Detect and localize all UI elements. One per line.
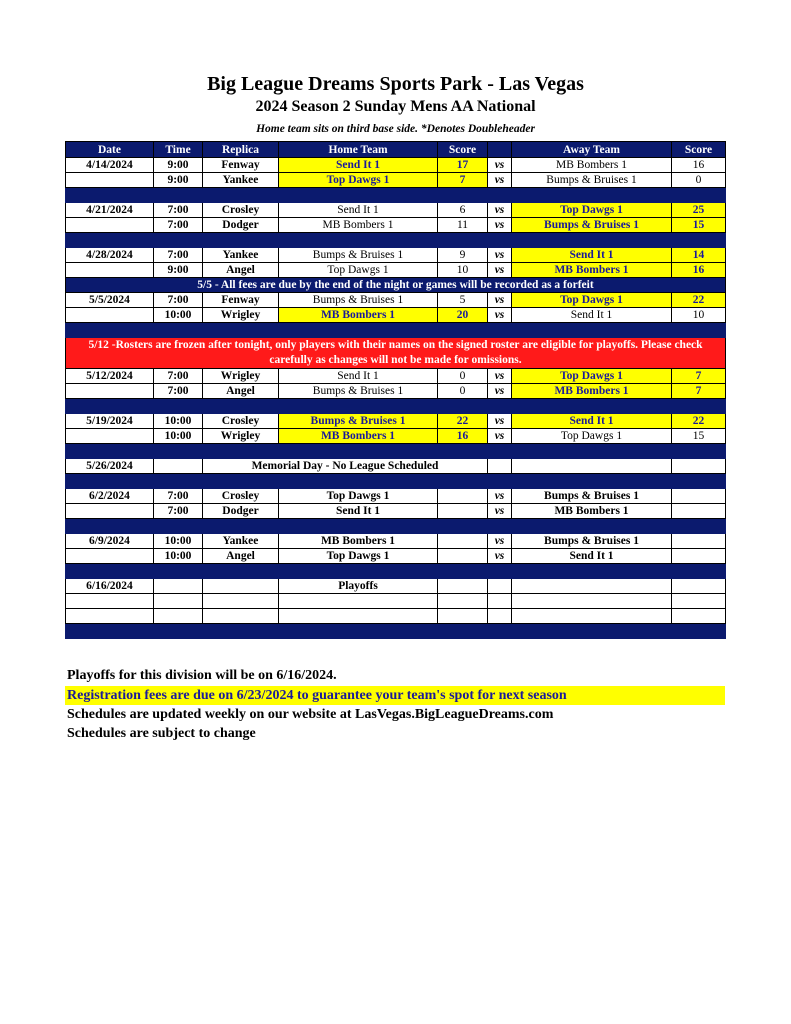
- replica-cell: Crosley: [203, 203, 279, 218]
- away-team-cell: Top Dawgs 1: [512, 203, 672, 218]
- date-cell: 6/2/2024: [66, 489, 154, 504]
- time-cell: [154, 459, 203, 474]
- away-team-cell: MB Bombers 1: [512, 504, 672, 519]
- home-score-cell: [438, 594, 488, 609]
- playoffs-note: Playoffs for this division will be on 6/16/2024.: [67, 668, 337, 683]
- website-note: Schedules are updated weekly on our website at LasVegas.BigLeagueDreams.com: [67, 707, 554, 722]
- home-team-cell: MB Bombers 1: [279, 308, 438, 323]
- away-team-cell: Bumps & Bruises 1: [512, 489, 672, 504]
- date-cell: [66, 173, 154, 188]
- away-team-cell: [512, 609, 672, 624]
- home-team-cell: MB Bombers 1: [279, 218, 438, 233]
- date-cell: 4/14/2024: [66, 158, 154, 173]
- vs-cell: vs: [488, 504, 512, 519]
- schedule-body: [66, 142, 726, 639]
- away-team-cell: Top Dawgs 1: [512, 293, 672, 308]
- fees-banner-text: 5/5 - All fees are due by the end of the night or games will be recorded as a forfeit: [66, 278, 726, 293]
- date-cell: [66, 609, 154, 624]
- away-score-cell: 16: [672, 158, 726, 173]
- date-cell: 6/16/2024: [66, 579, 154, 594]
- away-score-cell: 0: [672, 173, 726, 188]
- home-score-cell: [438, 534, 488, 549]
- home-score-cell: [438, 579, 488, 594]
- home-team-cell: MB Bombers 1: [279, 534, 438, 549]
- home-score-cell: 16: [438, 429, 488, 444]
- vs-cell: vs: [488, 534, 512, 549]
- away-team-cell: MB Bombers 1: [512, 158, 672, 173]
- separator-cell: [66, 474, 726, 489]
- away-score-cell: [672, 534, 726, 549]
- table-row: [66, 549, 726, 564]
- separator-row: [66, 444, 726, 459]
- away-team-cell: Top Dawgs 1: [512, 429, 672, 444]
- separator-row: [66, 624, 726, 639]
- home-team-cell: Send It 1: [279, 504, 438, 519]
- home-team-cell: MB Bombers 1: [279, 429, 438, 444]
- vs-cell: vs: [488, 369, 512, 384]
- time-cell: 10:00: [154, 549, 203, 564]
- time-cell: 7:00: [154, 293, 203, 308]
- away-score-cell: [672, 459, 726, 474]
- table-row: [66, 594, 726, 609]
- vs-cell: vs: [488, 308, 512, 323]
- page-title: Big League Dreams Sports Park - Las Vegas: [207, 73, 584, 95]
- separator-cell: [66, 624, 726, 639]
- separator-cell: [66, 233, 726, 248]
- home-team-cell: [279, 609, 438, 624]
- replica-cell: Angel: [203, 549, 279, 564]
- away-score-cell: 14: [672, 248, 726, 263]
- home-team-cell: Bumps & Bruises 1: [279, 248, 438, 263]
- time-cell: 10:00: [154, 414, 203, 429]
- table-row: [66, 369, 726, 384]
- replica-cell: Angel: [203, 263, 279, 278]
- replica-cell: Dodger: [203, 218, 279, 233]
- replica-cell: Angel: [203, 384, 279, 399]
- table-row: [66, 263, 726, 278]
- away-team-cell: [512, 594, 672, 609]
- table-row: [66, 384, 726, 399]
- date-cell: [66, 429, 154, 444]
- change-note: Schedules are subject to change: [67, 726, 256, 741]
- away-score-cell: [672, 609, 726, 624]
- table-row: [66, 489, 726, 504]
- home-score-cell: 9: [438, 248, 488, 263]
- table-row: [66, 579, 726, 594]
- replica-cell: Wrigley: [203, 308, 279, 323]
- vs-cell: vs: [488, 248, 512, 263]
- vs-cell: vs: [488, 158, 512, 173]
- replica-cell: Yankee: [203, 248, 279, 263]
- table-row: [66, 218, 726, 233]
- vs-cell: [488, 594, 512, 609]
- home-score-cell: 17: [438, 158, 488, 173]
- away-team-cell: MB Bombers 1: [512, 263, 672, 278]
- away-team-cell: Bumps & Bruises 1: [512, 218, 672, 233]
- date-cell: 5/12/2024: [66, 369, 154, 384]
- replica-cell: Fenway: [203, 158, 279, 173]
- away-team-cell: [512, 459, 672, 474]
- date-cell: [66, 549, 154, 564]
- date-cell: [66, 308, 154, 323]
- date-cell: [66, 504, 154, 519]
- table-row: [66, 459, 726, 474]
- away-score-cell: 15: [672, 429, 726, 444]
- replica-cell: Yankee: [203, 173, 279, 188]
- no-games-note: Memorial Day - No League Scheduled: [203, 459, 488, 474]
- away-team-cell: Top Dawgs 1: [512, 369, 672, 384]
- date-cell: 5/26/2024: [66, 459, 154, 474]
- home-score-cell: 22: [438, 414, 488, 429]
- vs-cell: vs: [488, 489, 512, 504]
- time-cell: 7:00: [154, 369, 203, 384]
- away-team-cell: Send It 1: [512, 248, 672, 263]
- table-row: [66, 158, 726, 173]
- separator-row: [66, 188, 726, 203]
- away-score-cell: [672, 504, 726, 519]
- home-score-cell: 7: [438, 173, 488, 188]
- away-team-cell: Send It 1: [512, 308, 672, 323]
- registration-note: Registration fees are due on 6/23/2024 to guarantee your team's spot for next season: [65, 686, 725, 705]
- home-team-cell: Top Dawgs 1: [279, 489, 438, 504]
- separator-cell: [66, 188, 726, 203]
- separator-row: [66, 564, 726, 579]
- away-score-cell: 7: [672, 369, 726, 384]
- replica-cell: Yankee: [203, 534, 279, 549]
- date-cell: 4/21/2024: [66, 203, 154, 218]
- away-score-cell: 15: [672, 218, 726, 233]
- date-cell: [66, 594, 154, 609]
- time-cell: [154, 609, 203, 624]
- away-team-cell: Bumps & Bruises 1: [512, 173, 672, 188]
- separator-cell: [66, 399, 726, 414]
- table-row: [66, 414, 726, 429]
- away-score-cell: [672, 549, 726, 564]
- replica-cell: Wrigley: [203, 429, 279, 444]
- roster-alert-text: 5/12 -Rosters are frozen after tonight, only players with their names on the signed roster are eligible for playoffs. Please check carefully as changes will not be made for omissions.: [66, 338, 726, 369]
- table-row: [66, 308, 726, 323]
- time-cell: 10:00: [154, 308, 203, 323]
- col-away-score-header: Score: [672, 142, 726, 158]
- vs-cell: vs: [488, 384, 512, 399]
- away-team-cell: [512, 579, 672, 594]
- time-cell: 7:00: [154, 384, 203, 399]
- home-team-cell: Top Dawgs 1: [279, 173, 438, 188]
- time-cell: [154, 594, 203, 609]
- separator-row: [66, 323, 726, 338]
- vs-cell: [488, 459, 512, 474]
- col-away-team-header: Away Team: [512, 142, 672, 158]
- replica-cell: Wrigley: [203, 369, 279, 384]
- header-row: [66, 142, 726, 158]
- table-row: [66, 609, 726, 624]
- date-cell: [66, 218, 154, 233]
- home-score-cell: [438, 549, 488, 564]
- col-date-header: Date: [66, 142, 154, 158]
- home-team-cell: Bumps & Bruises 1: [279, 293, 438, 308]
- away-score-cell: [672, 579, 726, 594]
- separator-row: [66, 474, 726, 489]
- away-score-cell: [672, 489, 726, 504]
- date-cell: 6/9/2024: [66, 534, 154, 549]
- date-cell: 5/19/2024: [66, 414, 154, 429]
- replica-cell: Fenway: [203, 293, 279, 308]
- home-score-cell: 20: [438, 308, 488, 323]
- home-score-cell: 11: [438, 218, 488, 233]
- time-cell: 7:00: [154, 203, 203, 218]
- away-score-cell: 22: [672, 293, 726, 308]
- home-team-cell: Bumps & Bruises 1: [279, 384, 438, 399]
- vs-cell: vs: [488, 263, 512, 278]
- vs-cell: vs: [488, 203, 512, 218]
- away-team-cell: Send It 1: [512, 549, 672, 564]
- separator-row: [66, 399, 726, 414]
- time-cell: 10:00: [154, 534, 203, 549]
- page-subtitle: 2024 Season 2 Sunday Mens AA National: [255, 98, 536, 115]
- schedule-note: Home team sits on third base side. *Denotes Doubleheader: [256, 123, 535, 135]
- home-team-cell: Bumps & Bruises 1: [279, 414, 438, 429]
- replica-cell: Dodger: [203, 504, 279, 519]
- replica-cell: [203, 594, 279, 609]
- col-home-team-header: Home Team: [279, 142, 438, 158]
- time-cell: 7:00: [154, 504, 203, 519]
- col-time-header: Time: [154, 142, 203, 158]
- date-cell: [66, 384, 154, 399]
- replica-cell: [203, 609, 279, 624]
- home-score-cell: [438, 609, 488, 624]
- separator-cell: [66, 323, 726, 338]
- home-score-cell: 0: [438, 369, 488, 384]
- home-score-cell: 5: [438, 293, 488, 308]
- vs-cell: vs: [488, 293, 512, 308]
- vs-cell: [488, 609, 512, 624]
- home-score-cell: 6: [438, 203, 488, 218]
- col-vs-header: [488, 142, 512, 158]
- table-row: [66, 429, 726, 444]
- vs-cell: [488, 579, 512, 594]
- away-team-cell: Send It 1: [512, 414, 672, 429]
- separator-row: [66, 233, 726, 248]
- home-team-cell: Playoffs: [279, 579, 438, 594]
- table-row: [66, 504, 726, 519]
- separator-row: [66, 519, 726, 534]
- time-cell: 7:00: [154, 218, 203, 233]
- col-home-score-header: Score: [438, 142, 488, 158]
- date-cell: 5/5/2024: [66, 293, 154, 308]
- separator-cell: [66, 564, 726, 579]
- away-score-cell: 10: [672, 308, 726, 323]
- time-cell: 7:00: [154, 489, 203, 504]
- time-cell: 7:00: [154, 248, 203, 263]
- away-score-cell: 16: [672, 263, 726, 278]
- home-team-cell: Send It 1: [279, 158, 438, 173]
- separator-cell: [66, 519, 726, 534]
- fees-banner-row: [66, 278, 726, 293]
- home-score-cell: 0: [438, 384, 488, 399]
- vs-cell: vs: [488, 173, 512, 188]
- table-row: [66, 534, 726, 549]
- vs-cell: vs: [488, 414, 512, 429]
- table-row: [66, 203, 726, 218]
- roster-alert-row: [66, 338, 726, 369]
- home-team-cell: Send It 1: [279, 203, 438, 218]
- home-team-cell: [279, 594, 438, 609]
- away-team-cell: MB Bombers 1: [512, 384, 672, 399]
- away-team-cell: Bumps & Bruises 1: [512, 534, 672, 549]
- home-team-cell: Top Dawgs 1: [279, 263, 438, 278]
- replica-cell: [203, 579, 279, 594]
- time-cell: [154, 579, 203, 594]
- date-cell: [66, 263, 154, 278]
- home-score-cell: [438, 504, 488, 519]
- away-score-cell: 7: [672, 384, 726, 399]
- home-team-cell: Send It 1: [279, 369, 438, 384]
- replica-cell: Crosley: [203, 489, 279, 504]
- time-cell: 9:00: [154, 158, 203, 173]
- vs-cell: vs: [488, 429, 512, 444]
- separator-cell: [66, 444, 726, 459]
- home-score-cell: 10: [438, 263, 488, 278]
- schedule-table: [65, 141, 726, 639]
- table-row: [66, 248, 726, 263]
- table-row: [66, 293, 726, 308]
- away-score-cell: [672, 594, 726, 609]
- away-score-cell: 22: [672, 414, 726, 429]
- table-row: [66, 173, 726, 188]
- home-score-cell: [438, 489, 488, 504]
- time-cell: 9:00: [154, 263, 203, 278]
- col-replica-header: Replica: [203, 142, 279, 158]
- replica-cell: Crosley: [203, 414, 279, 429]
- away-score-cell: 25: [672, 203, 726, 218]
- date-cell: 4/28/2024: [66, 248, 154, 263]
- home-team-cell: Top Dawgs 1: [279, 549, 438, 564]
- time-cell: 9:00: [154, 173, 203, 188]
- vs-cell: vs: [488, 218, 512, 233]
- vs-cell: vs: [488, 549, 512, 564]
- time-cell: 10:00: [154, 429, 203, 444]
